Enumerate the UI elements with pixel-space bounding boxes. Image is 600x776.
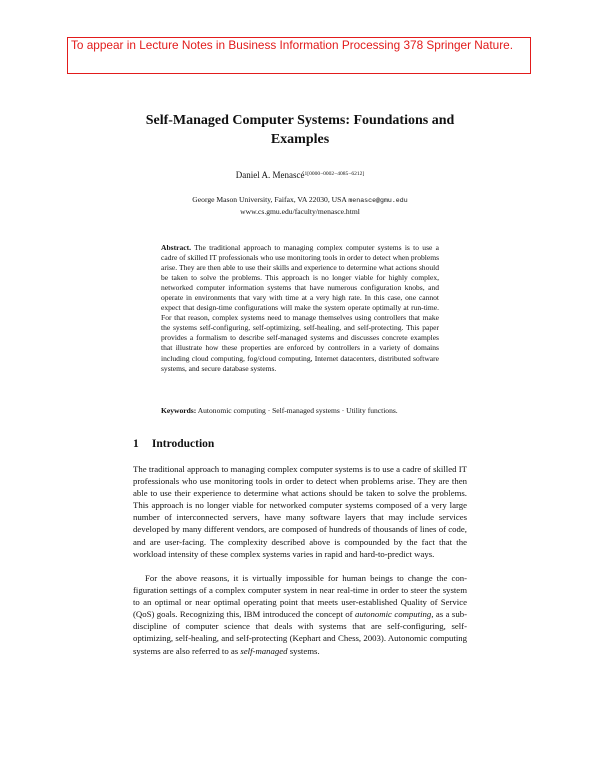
abstract-label: Abstract.: [161, 243, 191, 252]
keywords-text: Autonomic computing · Self-managed systems · Utility functions.: [197, 406, 398, 415]
keywords-label: Keywords:: [161, 406, 197, 415]
author-name: Daniel A. Menascé: [235, 170, 305, 180]
section-heading: [133, 437, 214, 451]
affiliation-block: [110, 194, 490, 217]
affiliation-institution: George Mason University, Faifax, VA 22030, USA: [192, 195, 347, 204]
keywords: [161, 406, 461, 416]
author-url: www.cs.gmu.edu/faculty/menasce.html: [240, 207, 360, 216]
abstract: [161, 243, 439, 374]
abstract-text: The traditional approach to managing complex computer systems is to use a cadre of skilled IT professionals who use monitoring tools in order to detect when problems arise. They are then able to use their skills and experience to determine what actions should be taken to solve the problems. This approach is no longer viable for highly complex, networked computer information systems that have numerous configuration knobs, and operate in environments that vary with time at a very high rate. In this case, one cannot expect that design-time configurations will make the system operate optimally at run-time. For that reason, complex systems need to manage themselves using controllers that make the systems self-configuring, self-optimizing, self-healing, and self-protecting. This paper provides a formalism to describe self-managed systems and discusses concrete examples that illustrate how these properties are enforced by controllers in a variety of domains including cloud computing, fog/cloud computing, Internet datacenters, distributed software systems, and secure database systems.: [161, 243, 439, 373]
intro-p2-part-c: systems.: [287, 645, 320, 656]
intro-paragraph-1: The traditional approach to managing complex computer systems is to use a cadre of skilled IT professionals who use monitoring tools in order to detect when problems arise. They are then able to use their experience to determine what actions should be taken to solve the problems. This approach is no longer viable for networked computer systems composed of a very large number of interconnected servers, have many software layers that may include services developed by many different vendors, are composed of hundreds of thousands of lines of code, and are user-facing. The complexity described above is compounded by the fact that the workload intensity of these complex systems varies in rapid and hard-to-predict ways.: [133, 464, 467, 559]
section-number: 1: [133, 438, 139, 450]
paper-title: Self-Managed Computer Systems: Foundations and Examples: [145, 113, 455, 147]
intro-p2-emphasis-autonomic: autonomic computing: [355, 609, 432, 620]
intro-p2-part-a: For the above reasons, it is virtually impossible for human beings to change the configuration settings of a complex computer system in near real-time in order to steer the system to an optimal or near optimal operating point that meets user-established Quality of Service (QoS) goals. Recognizing this, IBM introduced the concept of: [133, 573, 467, 620]
author-line: [120, 168, 480, 181]
intro-paragraph-2: [133, 572, 467, 657]
section-title: Introduction: [151, 438, 215, 450]
author-orcid: 1[0000−0002−4085−6212]: [304, 171, 365, 177]
author-email: menasce@gmu.edu: [348, 197, 408, 204]
affiliation-line: [110, 194, 490, 206]
intro-p2-emphasis-self-managed: self-managed: [240, 645, 288, 656]
publication-notice-box: [67, 37, 531, 74]
publication-notice: To appear in Lecture Notes in Business Information Processing 378 Springer Nature.: [71, 38, 513, 52]
intro-p2-part-b: , as a sub-discipline of computer science that deals with systems that are self-configuring, self-optimizing, self-healing, and self-protecting (Kephart and Chess, 2003). Autonomic computing systems are also referred to as: [133, 609, 467, 656]
